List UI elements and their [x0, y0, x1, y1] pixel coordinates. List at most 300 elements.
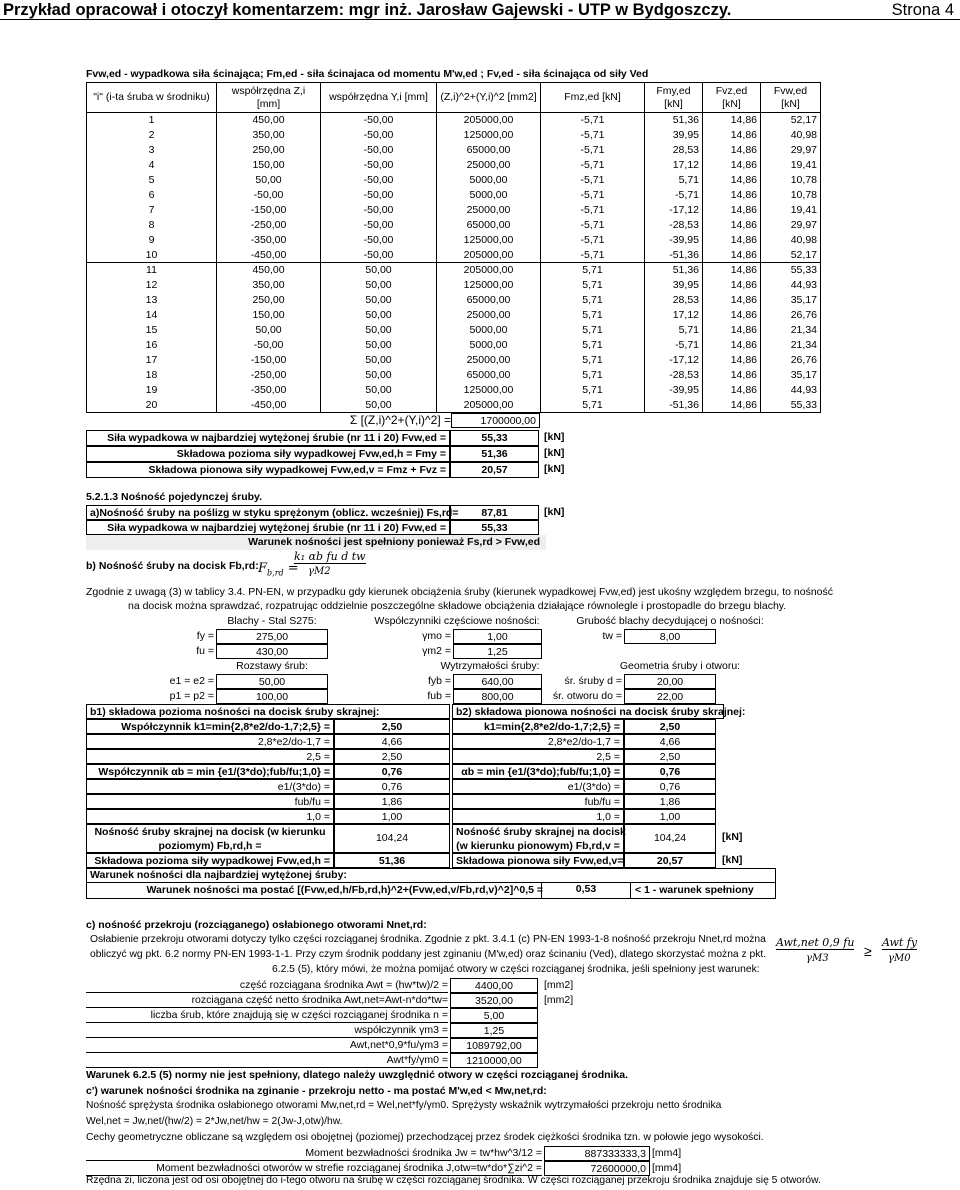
- table-cell: 50,00: [321, 383, 437, 398]
- inertia-row-unit: [mm4]: [652, 1147, 682, 1159]
- b1-row-value: 4,66: [334, 734, 450, 749]
- b2-component-unit: [kN]: [722, 854, 743, 866]
- table-row: [87, 293, 821, 308]
- b1-title: b1) składowa pozioma nośności na docisk śruby skrajnej:: [86, 704, 450, 719]
- table-cell: 26,76: [761, 353, 821, 368]
- table-cell: -28,53: [645, 368, 703, 383]
- tw-value: 8,00: [624, 629, 716, 644]
- b1-capacity-value: 104,24: [334, 824, 450, 853]
- e-label: e1 = e2 =: [169, 675, 214, 687]
- table-cell: 19,41: [761, 158, 821, 173]
- table-cell: 28,53: [645, 143, 703, 158]
- table-cell: -17,12: [645, 203, 703, 218]
- net-section-formula: [776, 936, 956, 972]
- geometry-title: Geometria śruby i otworu:: [619, 660, 741, 672]
- table-cell: 14,86: [703, 383, 761, 398]
- table-cell: 25000,00: [437, 308, 541, 323]
- d-label: śr. śruby d =: [564, 675, 622, 687]
- result-value: 51,36: [450, 446, 539, 462]
- table-cell: -450,00: [217, 398, 321, 413]
- b2-capacity-value: 104,24: [624, 824, 716, 853]
- section-c-warning: Warunek 6.2.5 (5) normy nie jest spełniony, dlatego należy uwzględnić otwory w części rozciąganej środnika.: [86, 1069, 629, 1081]
- result-row: [86, 462, 566, 477]
- slip-conclusion-row: [86, 535, 546, 550]
- table-cell: 14,86: [703, 233, 761, 248]
- table-cell: 55,33: [761, 398, 821, 413]
- fyb-value: 640,00: [453, 674, 542, 689]
- bearing-note-2: na docisk można sprawdzać, rozpatrując oddzielnie poszczególne składowe obciążenia działające równolegle i prostopadle do brzegu blachy.: [128, 600, 787, 612]
- table-cell: 10,78: [761, 188, 821, 203]
- table-cell: 450,00: [217, 113, 321, 128]
- b2-capacity-label: [452, 824, 624, 853]
- interaction-label: Warunek nośności ma postać [(Fvw,ed,h/Fb,rd,h)^2+(Fvw,ed,v/Fb,rd,v)^2]^0,5 =: [146, 884, 543, 896]
- p-label: p1 = p2 =: [169, 690, 214, 702]
- table-cell: -5,71: [541, 188, 645, 203]
- result-row: [86, 430, 566, 445]
- b2-row-label: 1,0 =: [452, 809, 624, 824]
- table-cell: 39,95: [645, 278, 703, 293]
- table-cell: -250,00: [217, 368, 321, 383]
- table-row: [87, 353, 821, 368]
- table-row: [87, 143, 821, 158]
- fu-value: 430,00: [216, 644, 328, 659]
- table-cell: 5,71: [541, 278, 645, 293]
- bearing-label: b) Nośność śruby na docisk Fb,rd:: [86, 560, 259, 572]
- b1-cap-line1: Nośność śruby skrajnej na docisk (w kierunku: [94, 826, 326, 838]
- result-row: [86, 446, 566, 461]
- table-cell: 5: [87, 173, 217, 188]
- partial-factors-title: Współczynniki częściowe nośności:: [374, 615, 540, 627]
- b1-row-label: 2,5 =: [86, 749, 334, 764]
- steel-title: Blachy - Stal S275:: [227, 615, 317, 627]
- b1-row-label: fub/fu =: [86, 794, 334, 809]
- section-5213: 5.2.1.3 Nośność pojedynczej śruby.: [86, 491, 263, 503]
- page-number: Strona 4: [891, 1, 954, 19]
- table-cell: 205000,00: [437, 113, 541, 128]
- b1-row-label: 1,0 =: [86, 809, 334, 824]
- table-row: [87, 398, 821, 413]
- table-cell: -50,00: [321, 218, 437, 233]
- table-cell: 52,17: [761, 113, 821, 128]
- table-cell: -5,71: [541, 113, 645, 128]
- table-cell: 2: [87, 128, 217, 143]
- table-cell: 35,17: [761, 293, 821, 308]
- net-row-value: 1089792,00: [450, 1038, 538, 1053]
- table-cell: 44,93: [761, 278, 821, 293]
- table-cell: 14,86: [703, 353, 761, 368]
- table-cell: 28,53: [645, 293, 703, 308]
- table-row: [87, 383, 821, 398]
- table-cell: -250,00: [217, 218, 321, 233]
- b1-cap-line2: poziomym) Fb,rd,h =: [158, 840, 262, 852]
- table-cell: 65000,00: [437, 218, 541, 233]
- table-cell: 14,86: [703, 158, 761, 173]
- table-cell: 25000,00: [437, 353, 541, 368]
- bearing-note-1: Zgodnie z uwagą (3) w tablicy 3.4. PN-EN, w przypadku gdy kierunek obciążenia śruby (kierunek wypadkowej Fvw,ed) jest ukośny względem brzegu, to nośność: [86, 586, 834, 598]
- table-cell: -39,95: [645, 233, 703, 248]
- net-formula-right-den: γM0: [888, 953, 911, 964]
- table-cell: -5,71: [541, 158, 645, 173]
- table-cell: 50,00: [321, 398, 437, 413]
- table-cell: 14,86: [703, 338, 761, 353]
- table-cell: -450,00: [217, 248, 321, 263]
- table-row: [87, 233, 821, 248]
- b2-row-value: 0,76: [624, 779, 716, 794]
- table-cell: -50,00: [217, 338, 321, 353]
- gm0-label: γmo =: [422, 630, 451, 642]
- table-cell: 17,12: [645, 308, 703, 323]
- formula-num: k₁ αb fu d tw: [294, 550, 366, 563]
- table-cell: 44,93: [761, 383, 821, 398]
- table-row: [87, 323, 821, 338]
- b1-row-value: 2,50: [334, 719, 450, 734]
- sum-label: Σ [(Z,i)^2+(Y,i)^2] =: [349, 413, 451, 427]
- slip-value: 87,81: [450, 505, 539, 520]
- table-cell: 125000,00: [437, 233, 541, 248]
- table-cell: 65000,00: [437, 368, 541, 383]
- gm2-value: 1,25: [453, 644, 542, 659]
- d-value: 20,00: [624, 674, 716, 689]
- fy-label: fy =: [196, 630, 214, 642]
- b2-row-label: k1=min{2,8*e2/do-1,7;2,5} =: [452, 719, 624, 734]
- table-cell: -39,95: [645, 383, 703, 398]
- table-cell: 14: [87, 308, 217, 323]
- table-cell: 14,86: [703, 188, 761, 203]
- table-cell: 250,00: [217, 293, 321, 308]
- b1-component-label: Składowa pozioma siły wypadkowej Fvw,ed,h =: [86, 853, 334, 868]
- table-cell: 40,98: [761, 128, 821, 143]
- b1-component-value: 51,36: [334, 853, 450, 868]
- result-unit: [kN]: [544, 431, 565, 443]
- net-row-label: Awt,net*0,9*fu/γm3 =: [86, 1038, 448, 1053]
- sum-row: [300, 413, 540, 428]
- table-cell: -50,00: [321, 173, 437, 188]
- table-cell: 205000,00: [437, 398, 541, 413]
- b2-title: b2) składowa pionowa nośności na docisk śruby skrajnej:: [452, 704, 724, 719]
- section-c2-p1: Nośność sprężysta środnika osłabionego otworami Mw,net,rd = Wel,net*fy/γm0. Sprężysty wskaźnik wytrzymałości przekroju netto środnika: [86, 1100, 722, 1111]
- table-cell: 6: [87, 188, 217, 203]
- slip-force-row: [86, 520, 546, 535]
- result-value: 20,57: [450, 462, 539, 478]
- table-cell: 11: [87, 263, 217, 278]
- column-header: współrzędna Z,i [mm]: [217, 83, 321, 113]
- table-cell: -51,36: [645, 248, 703, 263]
- table-cell: 205000,00: [437, 248, 541, 263]
- result-label: Składowa pionowa siły wypadkowej Fvw,ed,v = Fmz + Fvz =: [86, 462, 450, 478]
- section-c2-footer: Rzędna zi, liczona jest od osi obojętnej do i-tego otworu na śrubę w części rozciąganej środnika. W części rozciąganej przekroju środnika znajduje się 5 otworów.: [86, 1175, 821, 1186]
- table-cell: -50,00: [217, 188, 321, 203]
- interaction-result: < 1 - warunek spełniony: [635, 884, 754, 896]
- b2-capacity-unit: [kN]: [722, 831, 743, 843]
- section-c2-title: c') warunek nośności środnika na zginanie - przekroju netto - ma postać M'w,ed < Mw,net,rd:: [86, 1085, 547, 1097]
- table-cell: -28,53: [645, 218, 703, 233]
- table-cell: 5,71: [541, 263, 645, 278]
- table-cell: -350,00: [217, 233, 321, 248]
- inertia-row-unit: [mm4]: [652, 1162, 682, 1174]
- fu-label: fu =: [196, 645, 214, 657]
- net-row-value: 1210000,00: [450, 1053, 538, 1068]
- fyb-label: fyb =: [427, 675, 451, 687]
- table-cell: 5,71: [541, 323, 645, 338]
- sum-value: 1700000,00: [451, 413, 540, 428]
- table-cell: 14,86: [703, 368, 761, 383]
- table-cell: 14,86: [703, 398, 761, 413]
- b1-row-label: Współczynnik k1=min{2,8*e2/do-1,7;2,5} =: [86, 719, 334, 734]
- section-c2-p3: Cechy geometryczne obliczane są względem osi obojętnej (poziomej) przechodzącej przez środek ciężkości środnika tzn. w połowie jego wysokości.: [86, 1132, 764, 1143]
- table-cell: 29,97: [761, 218, 821, 233]
- b2-row-label: e1/(3*do) =: [452, 779, 624, 794]
- b2-row-value: 1,00: [624, 809, 716, 824]
- table-cell: 5,71: [541, 308, 645, 323]
- table-cell: 35,17: [761, 368, 821, 383]
- slip-unit: [kN]: [544, 506, 565, 518]
- table-cell: 52,17: [761, 248, 821, 263]
- table-cell: -5,71: [541, 233, 645, 248]
- table-cell: 14,86: [703, 113, 761, 128]
- b2-component-value: 20,57: [624, 853, 716, 868]
- net-formula-left-num: Awt,net 0,9 fu: [776, 936, 855, 949]
- result-label: Składowa pozioma siły wypadkowej Fvw,ed,h = Fmy =: [86, 446, 450, 462]
- table-cell: -50,00: [321, 233, 437, 248]
- table-cell: 14,86: [703, 278, 761, 293]
- table-cell: 50,00: [321, 278, 437, 293]
- gm0-value: 1,00: [453, 629, 542, 644]
- b2-row-label: 2,8*e2/do-1,7 =: [452, 734, 624, 749]
- table-cell: 50,00: [217, 173, 321, 188]
- table-cell: 26,76: [761, 308, 821, 323]
- table-cell: 10: [87, 248, 217, 263]
- net-row-label: liczba śrub, które znajdują się w części rozciąganej środnika n =: [86, 1008, 448, 1023]
- table-cell: 16: [87, 338, 217, 353]
- table-cell: 14,86: [703, 173, 761, 188]
- table-cell: 14,86: [703, 323, 761, 338]
- table-cell: -5,71: [541, 203, 645, 218]
- net-row-label: część rozciągana środnika Awt = (hw*tw)/2 =: [86, 978, 448, 993]
- table-cell: -5,71: [541, 143, 645, 158]
- b2-cap-line1: Nośność śruby skrajnej na docisk: [456, 826, 626, 838]
- table-cell: 5,71: [541, 353, 645, 368]
- net-row-label: współczynnik γm3 =: [86, 1023, 448, 1038]
- table-cell: 18: [87, 368, 217, 383]
- page-header: [0, 0, 960, 20]
- slip-conclusion: Warunek nośności jest spełniony ponieważ Fs,rd > Fvw,ed: [248, 536, 540, 548]
- formula-lhs: F: [258, 561, 268, 576]
- table-cell: 50,00: [321, 338, 437, 353]
- table-header-row: [87, 83, 821, 113]
- table-cell: 51,36: [645, 113, 703, 128]
- table-cell: 50,00: [321, 323, 437, 338]
- table-cell: 14,86: [703, 218, 761, 233]
- table-row: [87, 338, 821, 353]
- net-row-label: Awt*fy/γm0 =: [86, 1053, 448, 1068]
- net-row-value: 1,25: [450, 1023, 538, 1038]
- table-cell: 20: [87, 398, 217, 413]
- column-header: (Z,i)^2+(Y,i)^2 [mm2]: [437, 83, 541, 113]
- table-cell: -5,71: [541, 248, 645, 263]
- section-c-p3: 6.2.5 (5), który mówi, że można pomijać otwory w części rozciąganej środnika, jeśli spełniony jest warunek:: [272, 964, 760, 975]
- table-cell: -350,00: [217, 383, 321, 398]
- column-header: Fmz,ed [kN]: [541, 83, 645, 113]
- table-cell: 17: [87, 353, 217, 368]
- table-cell: -50,00: [321, 158, 437, 173]
- table-cell: 21,34: [761, 323, 821, 338]
- b2-component-label: Składowa pionowa siły Fvw,ed,v=: [452, 853, 624, 868]
- net-formula-right-num: Awt fy: [882, 936, 918, 949]
- table-row: [87, 113, 821, 128]
- table-cell: 50,00: [321, 353, 437, 368]
- strength-title: Wytrzymałości śruby:: [440, 660, 540, 672]
- column-header: Fvz,ed [kN]: [703, 83, 761, 113]
- table-cell: -150,00: [217, 203, 321, 218]
- b2-row-label: fub/fu =: [452, 794, 624, 809]
- b2-row-value: 2,50: [624, 749, 716, 764]
- fub-value: 800,00: [453, 689, 542, 704]
- table-cell: 12: [87, 278, 217, 293]
- table-cell: 21,34: [761, 338, 821, 353]
- table-cell: 25000,00: [437, 158, 541, 173]
- formula-lhs-sub: b,rd: [267, 568, 284, 578]
- table-cell: 65000,00: [437, 293, 541, 308]
- table-row: [87, 188, 821, 203]
- table-cell: 50,00: [321, 308, 437, 323]
- table-cell: 5000,00: [437, 323, 541, 338]
- formula-den: γM2: [308, 566, 331, 577]
- table-cell: -5,71: [645, 338, 703, 353]
- table-cell: 125000,00: [437, 278, 541, 293]
- table-cell: -5,71: [645, 188, 703, 203]
- table-cell: 50,00: [217, 323, 321, 338]
- table-cell: 5,71: [645, 323, 703, 338]
- table-cell: -150,00: [217, 353, 321, 368]
- column-header: Fmy,ed [kN]: [645, 83, 703, 113]
- table-cell: 3: [87, 143, 217, 158]
- table-cell: 205000,00: [437, 263, 541, 278]
- net-row-value: 5,00: [450, 1008, 538, 1023]
- inertia-row-value: 887333333,3: [544, 1146, 650, 1161]
- table-cell: 17,12: [645, 158, 703, 173]
- table-row: [87, 278, 821, 293]
- spacing-title: Rozstawy śrub:: [236, 660, 308, 672]
- table-cell: 5,71: [541, 368, 645, 383]
- slip-force-value: 55,33: [450, 520, 539, 535]
- slip-row: [86, 505, 566, 520]
- b1-row-value: 1,86: [334, 794, 450, 809]
- table-cell: 125000,00: [437, 128, 541, 143]
- b2-cap-line2: (w kierunku pionowym) Fb,rd,v =: [456, 840, 620, 852]
- interaction-row: [86, 882, 776, 899]
- inertia-row-value: 72600000,0: [544, 1161, 650, 1176]
- b1-row-label: 2,8*e2/do-1,7 =: [86, 734, 334, 749]
- net-row-value: 4400,00: [450, 978, 538, 993]
- table-cell: 14,86: [703, 203, 761, 218]
- table-cell: 14,86: [703, 128, 761, 143]
- net-row-unit: [mm2]: [544, 994, 574, 1006]
- net-formula-left-den: γM3: [806, 953, 829, 964]
- table-cell: 19: [87, 383, 217, 398]
- bearing-formula: $F_{b,rd}$ = k₁ αb fu d tw γM2: [258, 550, 366, 578]
- table-cell: 450,00: [217, 263, 321, 278]
- table-cell: -50,00: [321, 113, 437, 128]
- b2-row-value: 1,86: [624, 794, 716, 809]
- bolt-forces-table: [86, 82, 821, 413]
- table-cell: 4: [87, 158, 217, 173]
- table-cell: 5,71: [541, 338, 645, 353]
- table-cell: 7: [87, 203, 217, 218]
- table-cell: -50,00: [321, 143, 437, 158]
- result-unit: [kN]: [544, 447, 565, 459]
- table-cell: 150,00: [217, 308, 321, 323]
- fy-value: 275,00: [216, 629, 328, 644]
- table-cell: 350,00: [217, 128, 321, 143]
- section-c-p1: Osłabienie przekroju otworami dotyczy tylko części rozciąganej środnika. Zgodnie z pkt. 3.4.1 (c) PN-EN 1993-1-8 nośność przekroju Nnet,rd można: [90, 934, 766, 945]
- table-row: [87, 173, 821, 188]
- interaction-title: Warunek nośności dla najbardziej wytężonej śruby:: [86, 868, 776, 882]
- d0-value: 22,00: [624, 689, 716, 704]
- table-row: [87, 368, 821, 383]
- table-cell: 14,86: [703, 263, 761, 278]
- table-cell: 5000,00: [437, 338, 541, 353]
- b2-row-label: 2,5 =: [452, 749, 624, 764]
- b2-row-value: 2,50: [624, 719, 716, 734]
- table-cell: 5000,00: [437, 173, 541, 188]
- table-cell: 14,86: [703, 293, 761, 308]
- slip-label: a)Nośność śruby na poślizg w styku sprężonym (oblicz. wcześniej) Fs,rd=: [86, 505, 450, 520]
- column-header: "i" (i-ta śruba w środniku): [87, 83, 217, 113]
- section-c2-p2: Wel,net = Jw,net/(hw/2) = 2*Jw,net/hw = 2(Jw-J,otw)/hw.: [86, 1116, 343, 1127]
- b2-row-label: αb = min {e1/(3*do);fub/fu;1,0} =: [452, 764, 624, 779]
- column-header: współrzędna Y,i [mm]: [321, 83, 437, 113]
- table-cell: -5,71: [541, 218, 645, 233]
- table-cell: 14,86: [703, 248, 761, 263]
- section-c-p2: obliczyć wg pkt. 6.2 normy PN-EN 1993-1-1. Przy czym środnik poddany jest zginaniu (M'w,ed) oraz ścinaniu (Ved), dlatego skorzystać można z pkt.: [90, 949, 767, 960]
- net-row-value: 3520,00: [450, 993, 538, 1008]
- table-cell: 29,97: [761, 143, 821, 158]
- inertia-row-label: Moment bezwładności otworów w strefie rozciąganej środnika J,otw=tw*do*∑zi^2 =: [86, 1161, 542, 1176]
- table-cell: 9: [87, 233, 217, 248]
- net-row-unit: [mm2]: [544, 979, 574, 991]
- b1-row-label: e1/(3*do) =: [86, 779, 334, 794]
- table-cell: 55,33: [761, 263, 821, 278]
- table-row: [87, 218, 821, 233]
- table-cell: 5,71: [645, 173, 703, 188]
- table-cell: 65000,00: [437, 143, 541, 158]
- section-c-title: c) nośność przekroju (rozciąganego) osłabionego otworami Nnet,rd:: [86, 919, 427, 931]
- b1-row-label: Współczynnik αb = min {e1/(3*do);fub/fu;1,0} =: [86, 764, 334, 779]
- inertia-row-label: Moment bezwładności środnika Jw = tw*hw^3/12 =: [86, 1146, 542, 1161]
- e-value: 50,00: [216, 674, 328, 689]
- fub-label: fub =: [427, 690, 451, 702]
- table-cell: 8: [87, 218, 217, 233]
- table-cell: -50,00: [321, 128, 437, 143]
- net-formula-ge: ≥: [864, 943, 872, 959]
- table-cell: -5,71: [541, 128, 645, 143]
- b1-row-value: 0,76: [334, 764, 450, 779]
- table-cell: 14,86: [703, 308, 761, 323]
- table-cell: 40,98: [761, 233, 821, 248]
- interaction-value: 0,53: [541, 882, 631, 899]
- table-row: [87, 263, 821, 278]
- slip-force-label: Siła wypadkowa w najbardziej wytężonej śrubie (nr 11 i 20) Fvw,ed =: [86, 520, 450, 535]
- table-row: [87, 308, 821, 323]
- b2-row-value: 4,66: [624, 734, 716, 749]
- d0-label: śr. otworu do =: [552, 690, 622, 702]
- table-cell: -17,12: [645, 353, 703, 368]
- table-cell: -50,00: [321, 203, 437, 218]
- table-row: [87, 158, 821, 173]
- table-cell: 125000,00: [437, 383, 541, 398]
- table-cell: 50,00: [321, 263, 437, 278]
- table-row: [87, 248, 821, 263]
